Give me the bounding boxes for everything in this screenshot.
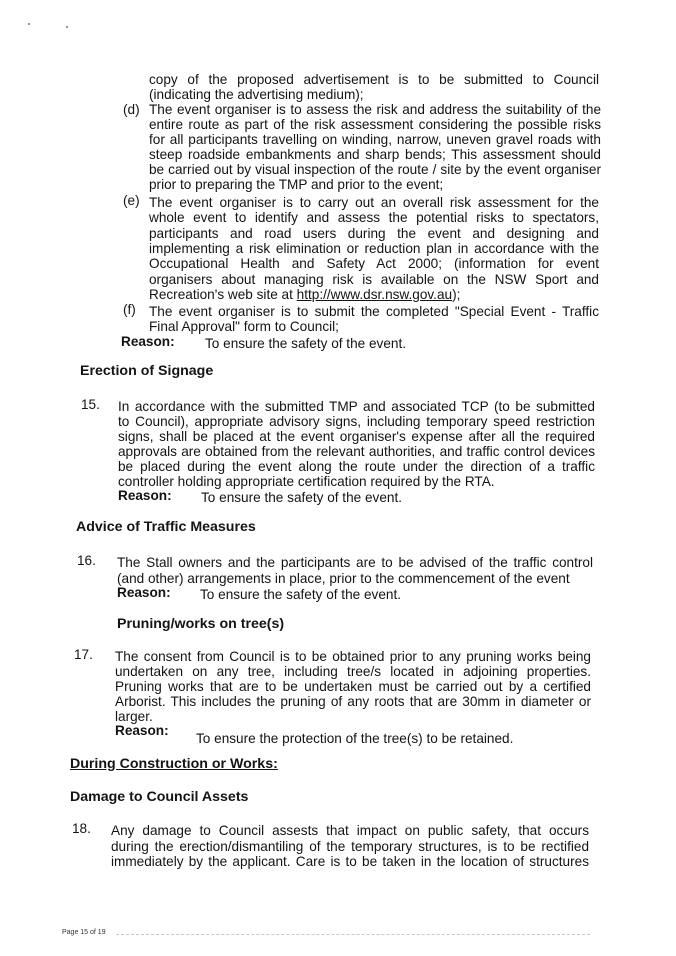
- item-f-text-line: Final Approval" form to Council;: [149, 319, 339, 334]
- item-c-text-line: copy of the proposed advertisement is to be submitted to Council: [149, 72, 599, 87]
- item-d-text-line: entire route as part of the risk assessment considering the possible risks: [149, 117, 601, 132]
- item-number: 16.: [77, 553, 96, 568]
- scan-speck: [66, 26, 68, 28]
- item-e-text-line: [149, 287, 460, 302]
- item-e-text: );: [452, 287, 461, 302]
- item-15-text-line: approvals are obtained from the relevant authorities, and traffic control devices: [118, 444, 595, 459]
- item-17-text-line: larger.: [115, 709, 153, 724]
- item-d-text-line: for all participants travelling on winding, narrow, uneven gravel roads with: [149, 132, 601, 147]
- item-e-text-line: The event organiser is to carry out an overall risk assessment for the: [149, 195, 599, 210]
- item-d-label: (d): [123, 102, 140, 117]
- item-17-text-line: Pruning works that are to be undertaken must be carried out by a certified: [115, 679, 591, 694]
- reason-text: To ensure the safety of the event.: [205, 336, 407, 351]
- item-number: 15.: [81, 397, 100, 412]
- section-heading-signage: Erection of Signage: [80, 363, 214, 379]
- item-c-text-line: (indicating the advertising medium);: [149, 87, 364, 102]
- item-e-text-line: Occupational Health and Safety Act 2000; (information for event: [149, 256, 599, 271]
- reason-text: To ensure the safety of the event.: [200, 587, 402, 602]
- item-f-label: (f): [123, 302, 136, 317]
- reason-text: To ensure the safety of the event.: [201, 490, 403, 505]
- item-e-text-line: whole event to identify and assess the potential risks to spectators,: [149, 210, 599, 225]
- item-16-text-line: The Stall owners and the participants are to be advised of the traffic control: [117, 555, 593, 570]
- item-17-text-line: undertaken on any tree, including tree/s located in adjoining properties.: [115, 664, 591, 679]
- item-e-text-line: organisers about managing risk is available on the NSW Sport and: [149, 272, 599, 287]
- item-d-text-line: prior to preparing the TMP and prior to the event;: [149, 177, 444, 192]
- reason-text: To ensure the protection of the tree(s) to be retained.: [196, 731, 514, 746]
- dsr-website-link[interactable]: http://www.dsr.nsw.gov.au: [296, 287, 453, 302]
- reason-label: Reason:: [121, 334, 175, 349]
- reason-label: Reason:: [118, 488, 172, 503]
- item-d-text-line: The event organiser is to assess the risk and address the suitability of the: [149, 102, 601, 117]
- footer-divider: [116, 934, 590, 935]
- item-f-text-line: The event organiser is to submit the completed "Special Event - Traffic: [149, 304, 599, 319]
- item-15-text-line: controller holding appropriate certification required by the RTA.: [118, 474, 495, 489]
- section-heading-traffic: Advice of Traffic Measures: [76, 519, 256, 535]
- item-15-text-line: be placed during the event along the route under the direction of a traffic: [118, 459, 595, 474]
- item-16-text-line: (and other) arrangements in place, prior to the commencement of the event: [117, 571, 570, 586]
- item-e-text-line: implementing a risk elimination or reduction plan in accordance with the: [149, 241, 599, 256]
- item-18-text-line: immediately by the applicant. Care is to be taken in the location of structures: [111, 854, 589, 869]
- item-number: 18.: [72, 821, 91, 836]
- item-d-text-line: be carried out by visual inspection of the route / site by the event organiser: [149, 162, 601, 177]
- item-15-text-line: to Council), appropriate advisory signs, including temporary speed restriction: [118, 414, 595, 429]
- phase-heading-during-construction: During Construction or Works:: [70, 756, 278, 772]
- item-15-text-line: In accordance with the submitted TMP and associated TCP (to be submitted: [118, 399, 595, 414]
- item-17-text-line: The consent from Council is to be obtained prior to any pruning works being: [115, 649, 591, 664]
- item-17-text-line: Arborist. This includes the pruning of any roots that are 30mm in diameter or: [115, 694, 591, 709]
- item-e-text-line: participants and road users during the event and designing and: [149, 226, 599, 241]
- reason-label: Reason:: [117, 585, 171, 600]
- reason-label: Reason:: [115, 723, 169, 738]
- section-heading-damage: Damage to Council Assets: [70, 789, 249, 805]
- item-18-text-line: Any damage to Council assests that impact on public safety, that occurs: [111, 823, 589, 838]
- item-d-text-line: steep roadside embankments and sharp bends; This assessment should: [149, 147, 601, 162]
- item-number: 17.: [74, 647, 93, 662]
- section-heading-pruning: Pruning/works on tree(s): [117, 616, 285, 632]
- scan-speck: [28, 23, 30, 25]
- item-e-label: (e): [123, 193, 140, 208]
- item-15-text-line: signs, shall be placed at the event organiser's expense after all the required: [118, 429, 595, 444]
- page-number: Page 15 of 19: [62, 929, 106, 936]
- item-e-text: Recreation's web site at: [149, 287, 297, 302]
- item-18-text-line: during the erection/dismantiling of the temporary structures, is to be rectified: [111, 839, 589, 854]
